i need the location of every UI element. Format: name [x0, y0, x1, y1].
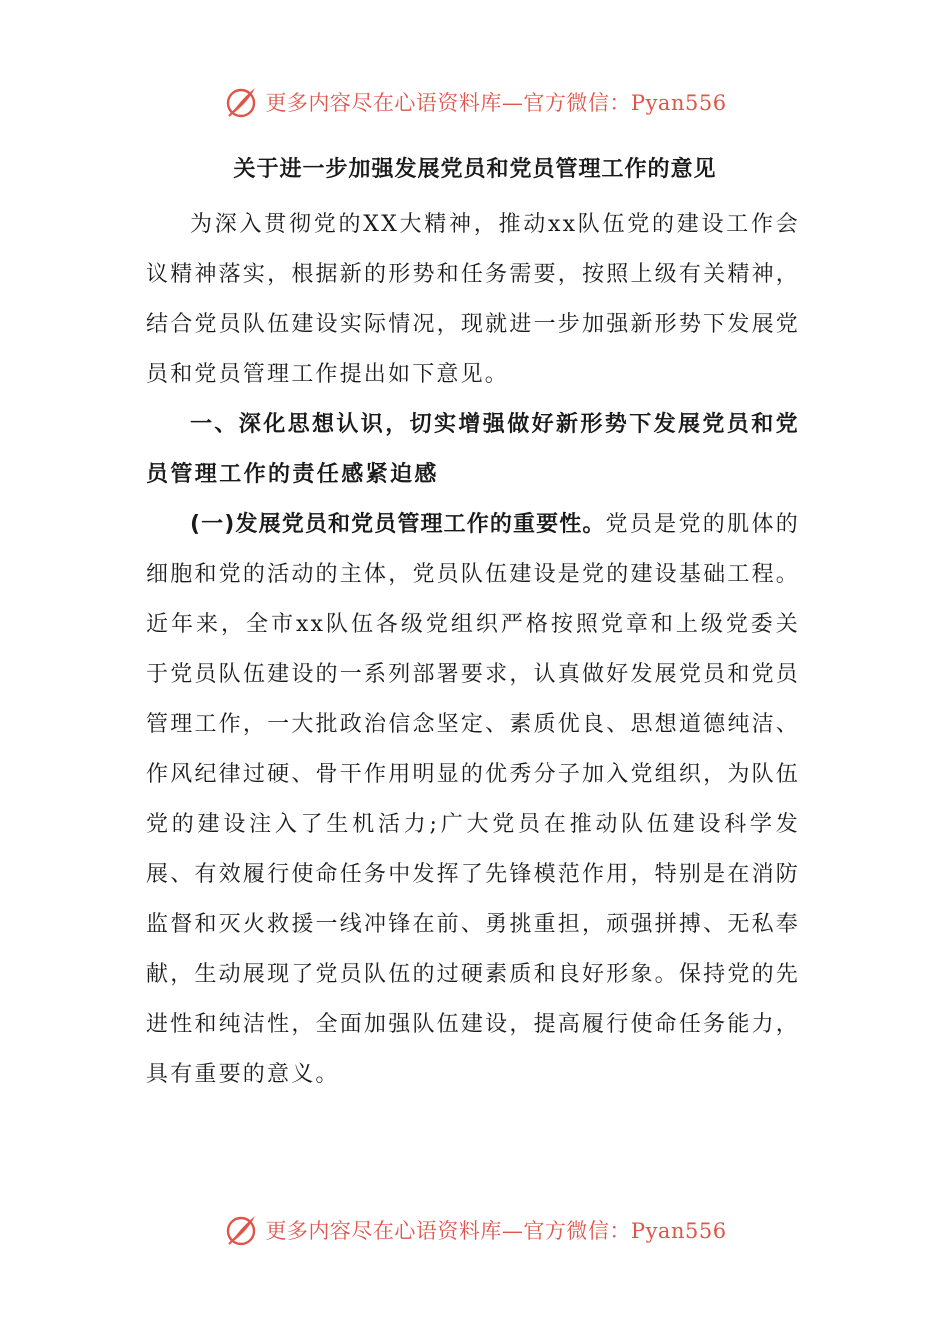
watermark-text: 更多内容尽在心语资料库—官方微信：Pyan556	[265, 91, 727, 115]
intro-paragraph: 为深入贯彻党的XX大精神，推动xx队伍党的建设工作会议精神落实，根据新的形势和任务需要，按照上级有关精神，结合党员队伍建设实际情况，现就进一步加强新形势下发展党员和党员管理工作提出如下意见。	[146, 212, 800, 387]
watermark-text: 更多内容尽在心语资料库—官方微信：Pyan556	[265, 1219, 727, 1243]
document-body	[146, 200, 800, 1100]
section-heading-1: 一、深化思想认识，切实增强做好新形势下发展党员和党员管理工作的责任感紧迫感	[146, 412, 801, 487]
header-watermark-banner	[0, 80, 950, 124]
subsection-paragraph-1	[146, 500, 800, 1100]
document-title: 关于进一步加强发展党员和党员管理工作的意见	[233, 157, 717, 182]
quill-pen-logo-icon	[223, 1212, 259, 1248]
subsection-lead-1: (一)发展党员和党员管理工作的重要性。	[190, 512, 606, 537]
quill-pen-logo-icon	[223, 84, 259, 120]
footer-watermark-banner	[0, 1208, 950, 1252]
subsection-body-1: 党员是党的肌体的细胞和党的活动的主体，党员队伍建设是党的建设基础工程。近年来，全市xx队伍各级党组织严格按照党章和上级党委关于党员队伍建设的一系列部署要求，认真做好发展党员和党员管理工作，一大批政治信念坚定、素质优良、思想道德纯洁、作风纪律过硬、骨干作用明显的优秀分子加入党组织，为队伍党的建设注入了生机活力;广大党员在推动队伍建设科学发展、有效履行使命任务中发挥了先锋模范作用，特别是在消防监督和灭火救援一线冲锋在前、勇挑重担，顽强拼搏、无私奉献，生动展现了党员队伍的过硬素质和良好形象。保持党的先进性和纯洁性，全面加强队伍建设，提高履行使命任务能力，具有重要的意义。	[146, 512, 800, 1087]
